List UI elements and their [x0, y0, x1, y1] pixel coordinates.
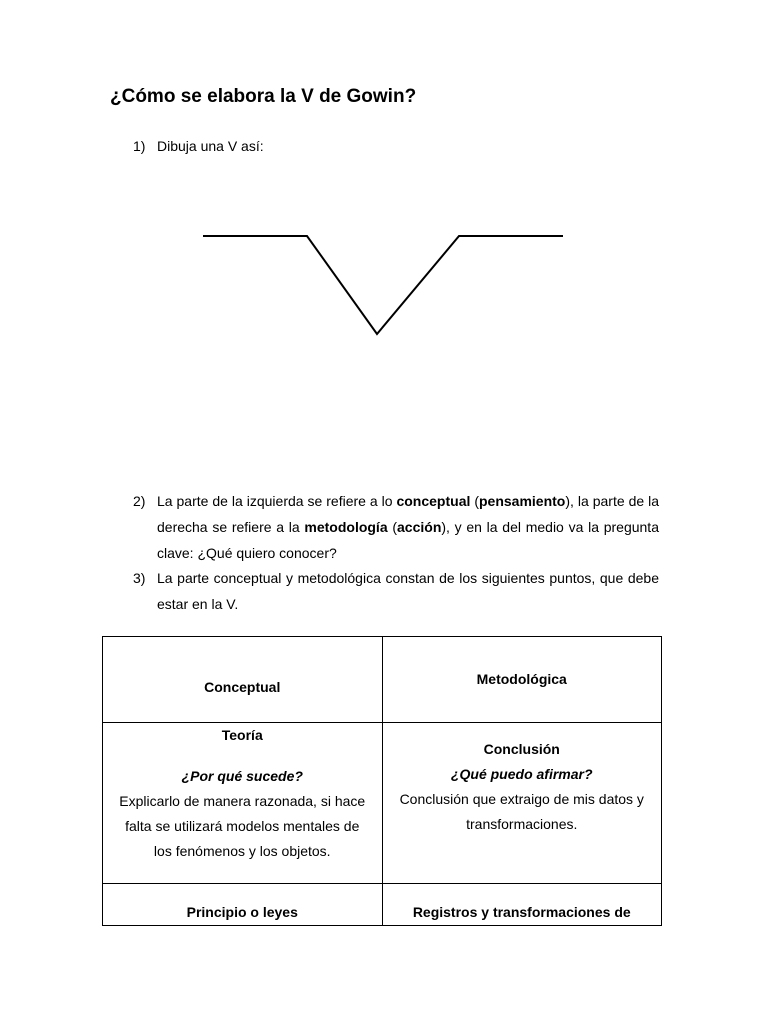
step-3	[133, 565, 659, 617]
step-2	[133, 488, 659, 566]
header-metodologica: Metodológica	[476, 671, 567, 687]
cell-teoria	[103, 723, 383, 884]
table-row	[103, 723, 662, 884]
v-shape-line	[203, 236, 563, 334]
cell-title: Conclusión	[483, 741, 560, 757]
cell-registros	[382, 884, 662, 926]
cell-conclusion	[382, 723, 662, 884]
keyword-accion: acción	[397, 519, 442, 535]
header-cell-conceptual	[103, 637, 383, 723]
cell-description: Explicarlo de manera razonada, si hace falta se utilizará modelos mentales de los fenómenos y los objetos.	[119, 793, 366, 859]
keyword-conceptual: conceptual	[396, 493, 471, 509]
cell-question: ¿Qué puedo afirmar?	[450, 766, 593, 782]
text-segment: ), la parte de la derecha se refiere a la	[157, 493, 659, 535]
table-row	[103, 884, 662, 926]
cell-title: Registros y transformaciones de	[412, 904, 631, 920]
cell-question: ¿Por qué sucede?	[181, 768, 303, 784]
text-segment: (	[470, 493, 479, 509]
header-conceptual: Conceptual	[204, 679, 281, 695]
step-number: 3)	[133, 570, 146, 586]
v-gowin-table	[102, 636, 662, 926]
text-segment: (	[387, 519, 398, 535]
text-segment: La parte de la izquierda se refiere a lo	[157, 493, 397, 509]
keyword-metodologia: metodología	[304, 519, 388, 535]
text-segment: ), y en la del medio va la pregunta clave: ¿Qué quiero conocer?	[157, 519, 659, 561]
step-text	[157, 488, 659, 566]
step-text: La parte conceptual y metodológica constan de los siguientes puntos, que debe estar en la V.	[157, 570, 659, 612]
cell-title: Teoría	[221, 727, 263, 743]
step-number: 2)	[133, 493, 146, 509]
step-number: 1)	[133, 138, 146, 154]
table-header-row	[103, 637, 662, 723]
page-title: ¿Cómo se elabora la V de Gowin?	[110, 86, 417, 107]
step-text: Dibuja una V así:	[157, 138, 264, 154]
cell-title: Principio o leyes	[186, 904, 298, 920]
cell-principios	[103, 884, 383, 926]
keyword-pensamiento: pensamiento	[479, 493, 566, 509]
cell-description: Conclusión que extraigo de mis datos y transformaciones.	[399, 791, 644, 832]
header-cell-metodologica	[382, 637, 662, 723]
